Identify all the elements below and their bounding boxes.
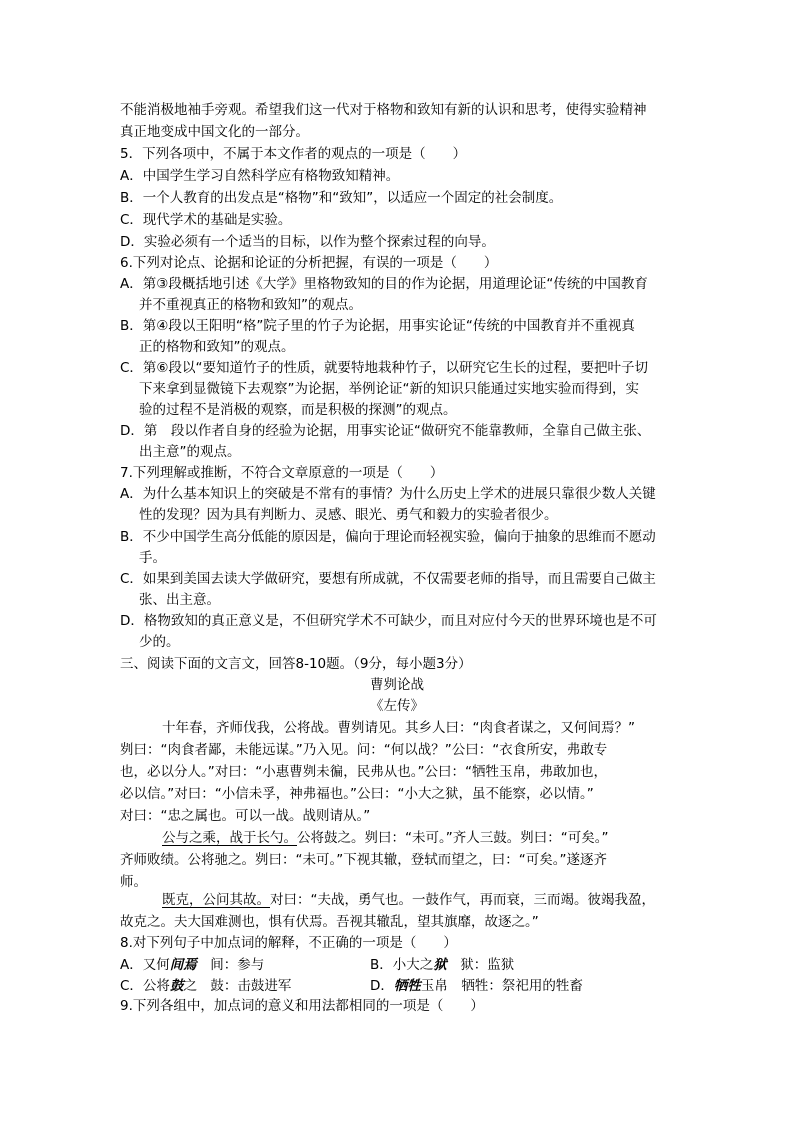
option-c-gloss: 之 鼓：击鼓进军 xyxy=(183,978,292,994)
question-5-option-b: B．一个人教育的出发点是“格物”和“致知”，以适应一个固定的社会制度。 xyxy=(120,190,563,206)
question-8-option-b xyxy=(370,957,514,973)
question-9-stem: 9.下列各组中，加点词的意义和用法都相同的一项是（ ） xyxy=(120,998,484,1014)
section-3-heading: 三、阅读下面的文言文，回答8-10题。（9分，每小题3分） xyxy=(120,656,472,672)
option-b-gloss: 狱：监狱 xyxy=(446,957,515,973)
passage-p2-line-3: 师。 xyxy=(120,874,147,890)
question-6-option-c: C．第⑥段以“要知道竹子的性质，就要特地栽种竹子，以研究它生长的过程，要把叶子切 xyxy=(120,360,649,376)
passage-p2-rest: 公将鼓之。刿曰：“未可。”齐人三鼓。刿曰：“可矣。” xyxy=(297,830,609,846)
passage-p2-line-1 xyxy=(162,828,608,849)
option-b-prefix: B．小大之 xyxy=(370,957,434,973)
question-6-stem: 6.下列对论点、论据和论证的分析把握，有误的一项是（ ） xyxy=(120,255,498,271)
intro-line-2: 真正地变成中国文化的一部分。 xyxy=(120,124,309,140)
question-8-option-d xyxy=(370,978,583,994)
question-7-option-a-cont: 性的发现？因为具有判断力、灵感、眼光、勇气和毅力的实验者很少。 xyxy=(139,507,558,523)
passage-p1-line-3: 也，必以分人。”对曰：“小惠曹刿未徧，民弗从也。”公曰：“牺牲玉帛，弗敢加也， xyxy=(120,764,607,780)
question-6-option-b: B．第④段以王阳明“格”院子里的竹子为论据，用事实论证“传统的中国教育并不重视真 xyxy=(120,318,635,334)
question-5-option-d: D．实验必须有一个适当的目标，以作为整个探索过程的向导。 xyxy=(120,234,495,250)
passage-p1-line-5: 对曰：“忠之属也。可以一战。战则请从。” xyxy=(120,808,371,824)
question-6-option-b-cont: 正的格物和致知”的观点。 xyxy=(139,339,295,355)
question-6-option-a: A．第③段概括地引述《大学》里格物致知的目的作为论据，用道理论证“传统的中国教育 xyxy=(120,276,648,292)
option-c-dotted-word: 鼓 xyxy=(169,978,184,994)
option-d-prefix: D． xyxy=(370,978,394,994)
question-6-option-d-cont: 出主意”的观点。 xyxy=(139,444,241,460)
passage-p1-line-2: 刿曰：“肉食者鄙，未能远谋。”乃入见。问：“何以战？”公曰：“衣食所安，弗敢专 xyxy=(120,742,608,758)
question-7-stem: 7.下列理解或推断，不符合文章原意的一项是（ ） xyxy=(120,465,444,481)
option-a-prefix: A．又何 xyxy=(120,957,170,973)
passage-p1-line-1: 十年春，齐师伐我，公将战。曹刿请见。其乡人曰：“肉食者谋之，又何间焉？” xyxy=(162,720,635,736)
question-8-row-2 xyxy=(120,976,583,997)
question-7-option-c-cont: 张、出主意。 xyxy=(139,592,220,608)
question-6-option-c-cont-1: 下来拿到显微镜下去观察”为论据，举例论证“新的知识只能通过实地实验而得到，实 xyxy=(139,381,639,397)
passage-p1-line-4: 必以信。”对曰：“小信未孚，神弗福也。”公曰：“小大之狱，虽不能察，必以情。” xyxy=(120,786,594,802)
option-a-gloss: 间：参与 xyxy=(196,957,265,973)
question-8-option-a xyxy=(120,955,370,975)
passage-p3-line-1 xyxy=(162,890,655,911)
option-d-gloss: 玉帛 牺牲：祭祀用的牲畜 xyxy=(420,978,583,994)
question-5-option-a: A．中国学生学习自然科学应有格物致知精神。 xyxy=(120,168,400,184)
question-7-option-a: A．为什么基本知识上的突破是不常有的事情？为什么历史上学术的进展只靠很少数人关键 xyxy=(120,486,656,502)
question-7-option-d: D．格物致知的真正意义是，不但研究学术不可缺少，而且对应付今天的世界环境也是不可 xyxy=(120,613,657,629)
passage-p3-rest: 对曰：“夫战，勇气也。一鼓作气，再而衰，三而竭。彼竭我盈， xyxy=(270,892,655,908)
underlined-sentence: 既克，公问其故。 xyxy=(162,892,270,908)
question-6-option-c-cont-2: 验的过程不是消极的观察，而是积极的探测”的观点。 xyxy=(139,402,457,418)
question-6-option-d: D．第 段以作者自身的经验为论据，用事实论证“做研究不能靠教师，全靠自己做主张、 xyxy=(120,423,651,439)
question-7-option-c: C．如果到美国去读大学做研究，要想有所成就，不仅需要老师的指导，而且需要自己做主 xyxy=(120,571,656,587)
question-7-option-b: B．不少中国学生高分低能的原因是，偏向于理论而轻视实验，偏向于抽象的思维而不愿动 xyxy=(120,529,656,545)
question-8-row-1 xyxy=(120,955,514,976)
passage-title: 曹刿论战 xyxy=(370,677,424,693)
question-6-option-a-cont: 并不重视真正的格物和致知”的观点。 xyxy=(139,297,362,313)
question-8-stem: 8.对下列句子中加点词的解释，不正确的一项是（ ） xyxy=(120,935,457,951)
question-5-stem: 5．下列各项中，不属于本文作者的观点的一项是（ ） xyxy=(120,146,467,162)
passage-source: 《左传》 xyxy=(370,698,424,714)
passage-p2-line-2: 齐师败绩。公将驰之。刿曰：“未可。”下视其辙，登轼而望之，曰：“可矣。”遂逐齐 xyxy=(120,852,607,868)
intro-line-1: 不能消极地袖手旁观。希望我们这一代对于格物和致知有新的认识和思考，使得实验精神 xyxy=(120,102,647,118)
option-d-dotted-word: 牺牲 xyxy=(393,978,421,994)
option-c-prefix: C．公将 xyxy=(120,978,170,994)
question-5-option-c: C．现代学术的基础是实验。 xyxy=(120,212,292,228)
option-a-dotted-word: 间焉 xyxy=(169,957,197,973)
passage-p3-line-2: 故克之。夫大国难测也，惧有伏焉。吾视其辙乱，望其旗靡，故逐之。” xyxy=(120,914,539,930)
question-7-option-d-cont: 少的。 xyxy=(139,634,180,650)
question-8-option-c xyxy=(120,976,370,996)
underlined-sentence: 公与之乘，战于长勺。 xyxy=(162,830,297,846)
option-b-dotted-word: 狱 xyxy=(433,957,447,973)
question-7-option-b-cont: 手。 xyxy=(139,550,166,566)
